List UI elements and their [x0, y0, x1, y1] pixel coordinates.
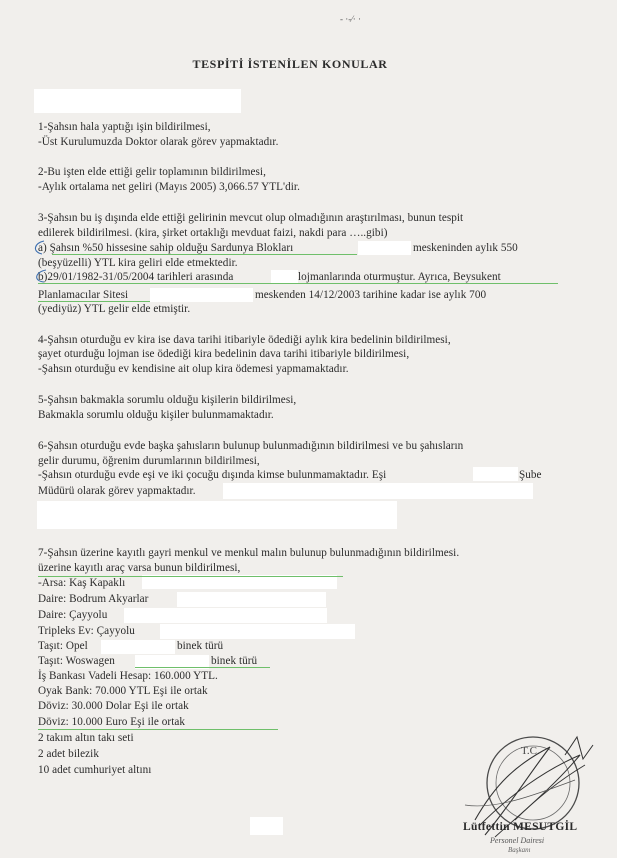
redaction-block — [142, 575, 337, 589]
highlight-underline — [38, 729, 278, 730]
text-line: -Arsa: Kaş Kapaklı — [38, 577, 126, 589]
text-line: b)29/01/1982-31/05/2004 tarihleri arasında — [38, 271, 234, 283]
page-title: TESPİTİ İSTENİLEN KONULAR — [192, 57, 388, 71]
redaction-block — [34, 89, 241, 113]
text-line: -Şahsın oturduğu evde eşi ve iki çocuğu dışında kimse bulunmamaktadır. Eşi — [38, 469, 387, 481]
text-line: (yediyüz) YTL gelir elde etmiştir. — [38, 303, 191, 315]
text-line: edilerek bildirilmesi. (kira, şirket ortaklığı mevduat faizi, nakdi para …..gibi) — [38, 227, 388, 239]
redaction-block — [101, 640, 175, 654]
text-line: a) Şahsın %50 hissesine sahip olduğu Sardunya Blokları — [38, 242, 294, 254]
handwritten-mark — [28, 238, 58, 290]
signatory-name: Lütfettin MESUTGİL — [463, 821, 578, 833]
redaction-block — [37, 501, 397, 529]
text-line: 2 adet bilezik — [38, 748, 99, 760]
text-line: gelir durumu, öğrenim durumlarının bildirilmesi, — [38, 455, 260, 467]
text-line: 6-Şahsın oturduğu evde başka şahısların bulunup bulunmadığının bildirilmesi ve bu şahısların — [38, 440, 464, 452]
text-line: 2-Bu işten elde ettiği gelir toplamının bildirilmesi, — [38, 166, 266, 178]
top-mark: - ·-⁄· · — [340, 14, 361, 24]
text-line: üzerine kayıtlı araç varsa bunun bildirilmesi, — [38, 562, 241, 574]
text-line: 1-Şahsın hala yaptığı işin bildirilmesi, — [38, 121, 211, 133]
text-line: lojmanlarında oturmuştur. Ayrıca, Beysukent — [298, 271, 501, 283]
text-line: -Aylık ortalama net geliri (Mayıs 2005) 3,066.57 YTL'dir. — [38, 181, 300, 193]
text-line: 7-Şahsın üzerine kayıtlı gayri menkul ve menkul malın bulunup bulunmadığının bildirilmesi. — [38, 547, 460, 559]
stamp-and-signature — [455, 725, 605, 853]
text-line: 4-Şahsın oturduğu ev kira ise dava tarihi itibariyle ödediği aylık kira bedelinin bildirilmesi, — [38, 334, 451, 346]
text-line: Taşıt: Opel — [38, 640, 88, 652]
redaction-block — [358, 241, 411, 255]
redaction-block — [473, 467, 518, 481]
text-line: Müdürü olarak görev yapmaktadır. — [38, 485, 196, 497]
text-line: 10 adet cumhuriyet altını — [38, 764, 152, 776]
text-line: Planlamacılar Sitesi — [38, 289, 129, 301]
text-line: (beşyüzelli) YTL kira geliri elde etmektedir. — [38, 257, 238, 269]
text-line: Döviz: 30.000 Dolar Eşi ile ortak — [38, 700, 189, 712]
redaction-block — [124, 608, 327, 623]
text-line: Taşıt: Woswagen — [38, 655, 115, 667]
signatory-role: Personel Dairesi — [490, 836, 545, 845]
text-line: -Şahsın oturduğu ev kendisine ait olup kira ödemesi yapmamaktadır. — [38, 363, 349, 375]
redaction-block — [271, 270, 298, 284]
text-line: Daire: Bodrum Akyarlar — [38, 593, 149, 605]
text-line: binek türü — [177, 640, 224, 652]
text-line: -Üst Kurulumuzda Doktor olarak görev yapmaktadır. — [38, 136, 279, 148]
stamp-text: T.C. — [521, 745, 540, 757]
text-line: binek türü — [211, 655, 258, 667]
text-line: şayet oturduğu lojman ise ödediği kira bedelinin dava tarihi itibariyle bildirilmesi, — [38, 348, 410, 360]
redaction-block — [177, 592, 326, 607]
text-line: meskenden 14/12/2003 tarihine kadar ise aylık 700 — [255, 289, 487, 301]
text-line: 3-Şahsın bu iş dışında elde ettiği gelirinin mevcut olup olmadığının araştırılması, bunun tespit — [38, 212, 464, 224]
text-line: Döviz: 10.000 Euro Eşi ile ortak — [38, 716, 186, 728]
redaction-block — [160, 624, 355, 639]
text-line: 2 takım altın takı seti — [38, 732, 134, 744]
text-line: Daire: Çayyolu — [38, 609, 108, 621]
text-line: 5-Şahsın bakmakla sorumlu olduğu kişilerin bildirilmesi, — [38, 394, 297, 406]
text-line: meskeninden aylık 550 — [413, 242, 518, 254]
text-line: Bakmakla sorumlu olduğu kişiler bulunmamaktadır. — [38, 409, 274, 421]
text-line: İş Bankası Vadeli Hesap: 160.000 YTL. — [38, 670, 218, 682]
redaction-block — [223, 483, 533, 499]
text-line: Oyak Bank: 70.000 YTL Eşi ile ortak — [38, 685, 208, 697]
redaction-block — [150, 288, 253, 302]
signatory-role-2: Başkanı — [508, 846, 531, 854]
redaction-block — [250, 817, 283, 835]
text-line: Şube — [519, 469, 542, 481]
text-line: Tripleks Ev: Çayyolu — [38, 625, 135, 637]
